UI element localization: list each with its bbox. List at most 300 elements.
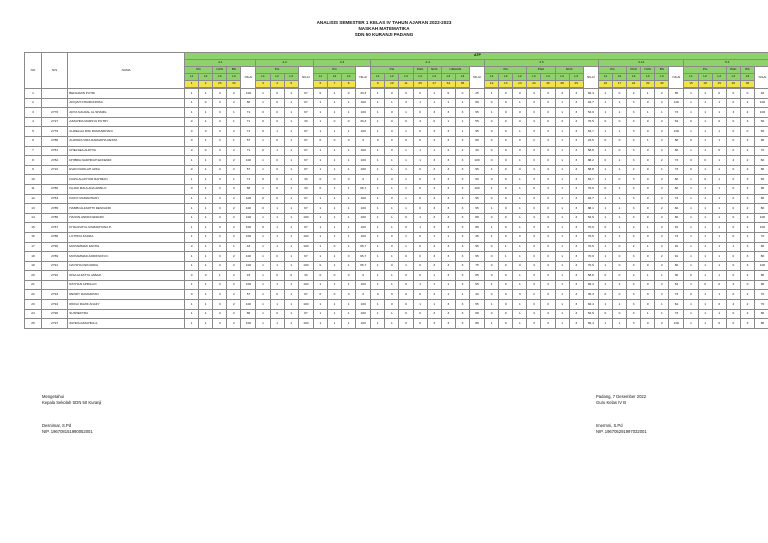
answer-score-cell: 0 xyxy=(256,117,270,127)
student-row xyxy=(25,242,768,252)
answer-score-cell: 3 xyxy=(427,204,441,214)
answer-score-cell: 0 xyxy=(598,309,612,319)
student-name: DHIBRA NADHIFAH EFFENDI xyxy=(68,156,185,166)
group-score-cell: 100 xyxy=(669,98,684,108)
group-score-cell: 88 xyxy=(470,319,485,329)
answer-score-cell: 1 xyxy=(256,309,270,319)
question-number-header: 30 xyxy=(641,81,655,88)
answer-score-cell: 3 xyxy=(427,290,441,300)
answer-score-cell: 3 xyxy=(455,261,469,271)
answer-score-cell: 1 xyxy=(698,204,712,214)
answer-score-cell: 3 xyxy=(455,232,469,242)
answer-score-cell: 0 xyxy=(399,89,413,99)
group-score-cell: 66,7 xyxy=(356,242,371,252)
answer-score-cell: 1 xyxy=(199,213,213,223)
answer-score-cell: 2 xyxy=(740,98,754,108)
answer-score-cell: 1 xyxy=(712,156,726,166)
answer-score-cell: 0 xyxy=(641,319,655,329)
answer-score-cell: 2 xyxy=(227,309,241,319)
answer-score-cell: 1 xyxy=(284,194,298,204)
answer-score-cell: 1 xyxy=(441,280,455,290)
answer-score-cell: 0 xyxy=(413,127,427,137)
answer-score-cell: 1 xyxy=(284,309,298,319)
answer-score-cell: 0 xyxy=(712,146,726,156)
answer-score-cell: 1 xyxy=(284,319,298,329)
student-no: 22 xyxy=(25,290,42,300)
student-nis: 2790 xyxy=(41,242,67,252)
answer-score-cell: 3 xyxy=(427,184,441,194)
answer-score-cell: 1 xyxy=(284,184,298,194)
answer-score-cell: 3 xyxy=(527,89,541,99)
group-score-cell: 43 xyxy=(241,242,256,252)
answer-score-cell: 1 xyxy=(342,300,356,310)
answer-score-cell: 0 xyxy=(726,165,740,175)
answer-score-cell: 1 xyxy=(342,309,356,319)
answer-score-cell: 3 xyxy=(213,175,227,185)
student-no: 17 xyxy=(25,242,42,252)
answer-score-cell: 1 xyxy=(698,309,712,319)
answer-score-cell: 1 xyxy=(313,108,327,118)
answer-score-cell: 0 xyxy=(385,108,399,118)
level-header: L2 xyxy=(270,74,284,81)
answer-score-cell: 0 xyxy=(513,232,527,242)
answer-score-cell: 0 xyxy=(342,89,356,99)
answer-score-cell: 1 xyxy=(371,117,385,127)
answer-score-cell: 1 xyxy=(284,146,298,156)
group-score-cell: 67 xyxy=(298,146,313,156)
group-score-cell: 67 xyxy=(298,89,313,99)
group-score-cell: 80 xyxy=(755,319,768,329)
group-score-cell: 68 xyxy=(470,98,485,108)
answer-score-cell: 1 xyxy=(712,223,726,233)
group-score-cell: 52,9 xyxy=(583,108,598,118)
level-header: L1 xyxy=(371,74,385,81)
student-name: BENJAMIN PUTRI xyxy=(68,89,185,99)
answer-score-cell: 3 xyxy=(527,280,541,290)
level-header: L1 xyxy=(598,74,612,81)
student-name: NAYSHA DWI ARIFA xyxy=(68,261,185,271)
answer-score-cell: 3 xyxy=(455,175,469,185)
answer-score-cell: 1 xyxy=(684,232,698,242)
answer-score-cell: 0 xyxy=(641,280,655,290)
answer-score-cell: 1 xyxy=(698,184,712,194)
answer-score-cell: 1 xyxy=(199,194,213,204)
answer-score-cell: 1 xyxy=(684,223,698,233)
answer-score-cell: 1 xyxy=(371,271,385,281)
question-type-header: PGK xyxy=(627,67,641,74)
question-type-header: PG xyxy=(256,67,298,74)
answer-score-cell: 3 xyxy=(441,156,455,166)
answer-score-cell: 3 xyxy=(569,204,583,214)
answer-score-cell: 1 xyxy=(684,184,698,194)
group-score-cell: 95 xyxy=(470,127,485,137)
answer-score-cell: 1 xyxy=(327,232,341,242)
group-score-cell: 40 xyxy=(470,146,485,156)
group-score-cell: 71 xyxy=(241,117,256,127)
group-score-cell: 91 xyxy=(669,252,684,262)
group-score-cell: 33,3 xyxy=(356,117,371,127)
answer-score-cell: 0 xyxy=(499,232,513,242)
answer-score-cell: 1 xyxy=(199,309,213,319)
answer-score-cell: 0 xyxy=(399,252,413,262)
answer-score-cell: 1 xyxy=(555,300,569,310)
answer-score-cell: 1 xyxy=(455,290,469,300)
answer-score-cell: 1 xyxy=(327,213,341,223)
answer-score-cell: 1 xyxy=(199,319,213,329)
answer-score-cell: 3 xyxy=(627,184,641,194)
answer-score-cell: 2 xyxy=(655,194,669,204)
answer-score-cell: 1 xyxy=(342,213,356,223)
answer-score-cell: 0 xyxy=(726,232,740,242)
answer-score-cell: 0 xyxy=(485,98,499,108)
group-score-cell: 100 xyxy=(298,261,313,271)
answer-score-cell: 1 xyxy=(199,242,213,252)
answer-score-cell: 1 xyxy=(598,252,612,262)
answer-score-cell: 1 xyxy=(371,127,385,137)
group-score-cell: 67 xyxy=(298,204,313,214)
answer-score-cell: 1 xyxy=(712,194,726,204)
answer-score-cell: 2 xyxy=(227,252,241,262)
answer-score-cell: 1 xyxy=(555,223,569,233)
student-name: AZZAHRA MARSYA PUTRY xyxy=(68,117,185,127)
answer-score-cell: 2 xyxy=(655,127,669,137)
group-score-cell: 60 xyxy=(755,175,768,185)
answer-score-cell: 1 xyxy=(342,261,356,271)
level-header: L3 xyxy=(227,74,241,81)
answer-score-cell: 1 xyxy=(513,98,527,108)
answer-score-cell: 0 xyxy=(598,271,612,281)
answer-score-cell: 1 xyxy=(413,300,427,310)
answer-score-cell: 1 xyxy=(698,242,712,252)
answer-score-cell: 1 xyxy=(270,300,284,310)
student-row xyxy=(25,117,768,127)
student-row xyxy=(25,223,768,233)
answer-score-cell: 3 xyxy=(541,271,555,281)
answer-score-cell: 1 xyxy=(313,146,327,156)
group-score-cell: 100 xyxy=(356,98,371,108)
answer-score-cell: 3 xyxy=(455,156,469,166)
answer-score-cell: 1 xyxy=(684,98,698,108)
answer-score-cell: 3 xyxy=(627,300,641,310)
question-type-header: PGK xyxy=(413,67,427,74)
answer-score-cell: 1 xyxy=(399,194,413,204)
group-score-cell: 0 xyxy=(356,290,371,300)
answer-score-cell: 1 xyxy=(256,290,270,300)
answer-score-cell: 2 xyxy=(227,290,241,300)
answer-score-cell: 1 xyxy=(427,98,441,108)
answer-score-cell: 0 xyxy=(413,108,427,118)
answer-score-cell: 1 xyxy=(270,146,284,156)
answer-score-cell: 1 xyxy=(684,242,698,252)
answer-score-cell: 3 xyxy=(541,146,555,156)
answer-score-cell: 0 xyxy=(740,89,754,99)
answer-score-cell: 1 xyxy=(185,252,199,262)
answer-score-cell: 3 xyxy=(627,290,641,300)
answer-score-cell: 1 xyxy=(698,271,712,281)
student-name: RAYHAN APRILLIO xyxy=(68,280,185,290)
group-score-cell: 100 xyxy=(241,223,256,233)
group-score-cell: 64 xyxy=(669,300,684,310)
level-header: L2 xyxy=(199,74,213,81)
answer-score-cell: 0 xyxy=(641,127,655,137)
answer-score-cell: 1 xyxy=(698,252,712,262)
answer-score-cell: 1 xyxy=(371,89,385,99)
question-number-header: 32 xyxy=(655,81,669,88)
answer-score-cell: 1 xyxy=(313,213,327,223)
group-score-cell: 100 xyxy=(298,319,313,329)
answer-score-cell: 0 xyxy=(199,271,213,281)
group-score-cell: 33,3 xyxy=(356,89,371,99)
answer-score-cell: 3 xyxy=(627,232,641,242)
answer-score-cell: 1 xyxy=(712,98,726,108)
answer-score-cell: 0 xyxy=(413,232,427,242)
answer-score-cell: 1 xyxy=(513,175,527,185)
answer-score-cell: 0 xyxy=(499,175,513,185)
answer-score-cell: 0 xyxy=(342,136,356,146)
answer-score-cell: 3 xyxy=(569,117,583,127)
analysis-table xyxy=(24,52,768,329)
group-score-cell: 64,7 xyxy=(583,175,598,185)
answer-score-cell: 3 xyxy=(455,184,469,194)
answer-score-cell: 0 xyxy=(712,300,726,310)
answer-score-cell: 1 xyxy=(555,184,569,194)
answer-score-cell: 3 xyxy=(213,89,227,99)
answer-score-cell: 3 xyxy=(427,165,441,175)
question-number-header: 15 xyxy=(684,81,698,88)
answer-score-cell: 1 xyxy=(185,309,199,319)
answer-score-cell: 1 xyxy=(342,223,356,233)
answer-score-cell: 3 xyxy=(455,223,469,233)
answer-score-cell: 3 xyxy=(213,194,227,204)
answer-score-cell: 1 xyxy=(327,261,341,271)
answer-score-cell: 0 xyxy=(612,175,626,185)
answer-score-cell: 1 xyxy=(598,319,612,329)
question-type-header: PG xyxy=(371,67,413,74)
answer-score-cell: 3 xyxy=(740,117,754,127)
answer-score-cell: 1 xyxy=(185,156,199,166)
answer-score-cell: 3 xyxy=(527,117,541,127)
answer-score-cell: 4 xyxy=(740,108,754,118)
answer-score-cell: 1 xyxy=(185,232,199,242)
answer-score-cell: 1 xyxy=(371,98,385,108)
level-header: L3 xyxy=(627,74,641,81)
answer-score-cell: 1 xyxy=(342,146,356,156)
group-score-cell: 100 xyxy=(470,184,485,194)
answer-score-cell: 1 xyxy=(712,252,726,262)
answer-score-cell: 3 xyxy=(627,204,641,214)
answer-score-cell: 0 xyxy=(726,252,740,262)
answer-score-cell: 0 xyxy=(499,108,513,118)
answer-score-cell: 2 xyxy=(627,223,641,233)
answer-score-cell: 0 xyxy=(499,127,513,137)
group-score-cell: 82,4 xyxy=(583,300,598,310)
answer-score-cell: 0 xyxy=(726,223,740,233)
level-header: L3 xyxy=(655,74,669,81)
student-row xyxy=(25,252,768,262)
answer-score-cell: 1 xyxy=(598,194,612,204)
answer-score-cell: 1 xyxy=(327,309,341,319)
group-score-cell: 100 xyxy=(241,156,256,166)
answer-score-cell: 3 xyxy=(569,108,583,118)
answer-score-cell: 0 xyxy=(612,261,626,271)
level-header: L3 xyxy=(712,74,726,81)
group-score-cell: 73 xyxy=(669,232,684,242)
answer-score-cell: 0 xyxy=(342,117,356,127)
answer-score-cell: 3 xyxy=(441,309,455,319)
group-score-cell: 100 xyxy=(356,194,371,204)
answer-score-cell: 1 xyxy=(313,309,327,319)
answer-score-cell: 0 xyxy=(399,319,413,329)
answer-score-cell: 0 xyxy=(385,194,399,204)
answer-score-cell: 0 xyxy=(726,261,740,271)
group-score-cell: 82,4 xyxy=(583,280,598,290)
answer-score-cell: 0 xyxy=(256,146,270,156)
answer-score-cell: 3 xyxy=(527,146,541,156)
answer-score-cell: 3 xyxy=(427,108,441,118)
group-score-cell: 40 xyxy=(755,89,768,99)
answer-score-cell: 1 xyxy=(712,309,726,319)
answer-score-cell: 2 xyxy=(441,146,455,156)
student-row xyxy=(25,98,768,108)
answer-score-cell: 1 xyxy=(513,309,527,319)
answer-score-cell: 1 xyxy=(413,213,427,223)
group-score-cell: 100 xyxy=(241,194,256,204)
answer-score-cell: 1 xyxy=(227,136,241,146)
answer-score-cell: 0 xyxy=(612,89,626,99)
answer-score-cell: 0 xyxy=(185,136,199,146)
question-number-header: 6 xyxy=(313,81,327,88)
answer-score-cell: 0 xyxy=(726,194,740,204)
answer-score-cell: 0 xyxy=(485,175,499,185)
group-score-cell: 86 xyxy=(241,309,256,319)
answer-score-cell: 1 xyxy=(441,117,455,127)
answer-score-cell: 3 xyxy=(569,136,583,146)
question-type-header: PG xyxy=(598,67,626,74)
answer-score-cell: 1 xyxy=(698,165,712,175)
level-header: L1 xyxy=(313,74,327,81)
answer-score-cell: 1 xyxy=(555,175,569,185)
answer-score-cell: 1 xyxy=(712,232,726,242)
group-score-cell: 60 xyxy=(755,127,768,137)
answer-score-cell: 3 xyxy=(527,156,541,166)
answer-score-cell: 3 xyxy=(455,136,469,146)
answer-score-cell: 1 xyxy=(712,204,726,214)
level-header: L2 xyxy=(612,74,626,81)
group-score-cell: 80 xyxy=(755,271,768,281)
answer-score-cell: 3 xyxy=(627,98,641,108)
answer-score-cell: 1 xyxy=(385,252,399,262)
answer-score-cell: 3 xyxy=(455,242,469,252)
answer-score-cell: 1 xyxy=(399,108,413,118)
answer-score-cell: 1 xyxy=(256,319,270,329)
answer-score-cell: 0 xyxy=(641,156,655,166)
answer-score-cell: 3 xyxy=(569,271,583,281)
answer-score-cell: 1 xyxy=(612,204,626,214)
group-score-cell: 33 xyxy=(298,184,313,194)
answer-score-cell: 0 xyxy=(726,117,740,127)
student-row xyxy=(25,108,768,118)
group-score-cell: 80 xyxy=(241,98,256,108)
answer-score-cell: 3 xyxy=(541,98,555,108)
answer-score-cell: 1 xyxy=(698,146,712,156)
answer-score-cell: 1 xyxy=(513,204,527,214)
nilai-header: NILAI xyxy=(241,67,256,89)
student-nis: 2780 xyxy=(41,184,67,194)
answer-score-cell: 0 xyxy=(499,290,513,300)
answer-score-cell: 0 xyxy=(385,242,399,252)
answer-score-cell: 1 xyxy=(371,319,385,329)
group-score-cell: 36 xyxy=(669,271,684,281)
answer-score-cell: 2 xyxy=(655,242,669,252)
answer-score-cell: 0 xyxy=(698,280,712,290)
answer-score-cell: 3 xyxy=(527,108,541,118)
answer-score-cell: 3 xyxy=(455,108,469,118)
group-score-cell: 45 xyxy=(470,232,485,242)
student-nis: 2796 xyxy=(41,309,67,319)
answer-score-cell: 1 xyxy=(256,165,270,175)
answer-score-cell: 1 xyxy=(485,232,499,242)
answer-score-cell: 1 xyxy=(284,290,298,300)
answer-score-cell: 1 xyxy=(227,108,241,118)
student-row xyxy=(25,213,768,223)
answer-score-cell: 3 xyxy=(527,175,541,185)
answer-score-cell: 1 xyxy=(313,223,327,233)
level-header: L3 xyxy=(555,74,569,81)
answer-score-cell: 1 xyxy=(185,280,199,290)
answer-score-cell: 0 xyxy=(284,271,298,281)
answer-score-cell: 1 xyxy=(199,223,213,233)
student-no: 11 xyxy=(25,184,42,194)
answer-score-cell: 1 xyxy=(342,156,356,166)
group-score-cell: 67 xyxy=(298,223,313,233)
student-nis: 2787 xyxy=(41,223,67,233)
student-no: 23 xyxy=(25,300,42,310)
group-score-cell: 100 xyxy=(241,280,256,290)
answer-score-cell: 1 xyxy=(256,242,270,252)
answer-score-cell: 1 xyxy=(313,204,327,214)
group-score-cell: 67 xyxy=(298,156,313,166)
answer-score-cell: 1 xyxy=(327,146,341,156)
answer-score-cell: 3 xyxy=(627,213,641,223)
answer-score-cell: 0 xyxy=(499,261,513,271)
answer-score-cell: 1 xyxy=(555,108,569,118)
level-header: L2 xyxy=(327,74,341,81)
answer-score-cell: 1 xyxy=(327,165,341,175)
level-header: L3 xyxy=(527,74,541,81)
answer-score-cell: 1 xyxy=(399,175,413,185)
question-type-header: PG xyxy=(684,67,726,74)
answer-score-cell: 0 xyxy=(256,127,270,137)
answer-score-cell: 1 xyxy=(413,98,427,108)
question-number-header: 28 xyxy=(555,81,569,88)
answer-score-cell: 3 xyxy=(569,156,583,166)
group-score-cell: 50 xyxy=(470,175,485,185)
group-score-cell: 100 xyxy=(470,156,485,166)
answer-score-cell: 1 xyxy=(284,213,298,223)
group-score-cell: 57 xyxy=(241,136,256,146)
student-nis: 2776 xyxy=(41,108,67,118)
answer-score-cell: 1 xyxy=(185,98,199,108)
answer-score-cell: 3 xyxy=(527,213,541,223)
answer-score-cell: 1 xyxy=(270,127,284,137)
answer-score-cell: 3 xyxy=(541,300,555,310)
answer-score-cell: 2 xyxy=(740,146,754,156)
answer-score-cell: 0 xyxy=(612,309,626,319)
answer-score-cell: 1 xyxy=(313,280,327,290)
answer-score-cell: 0 xyxy=(185,117,199,127)
principal-nip: NIP. 196708151990052001 xyxy=(42,429,93,434)
answer-score-cell: 0 xyxy=(342,175,356,185)
